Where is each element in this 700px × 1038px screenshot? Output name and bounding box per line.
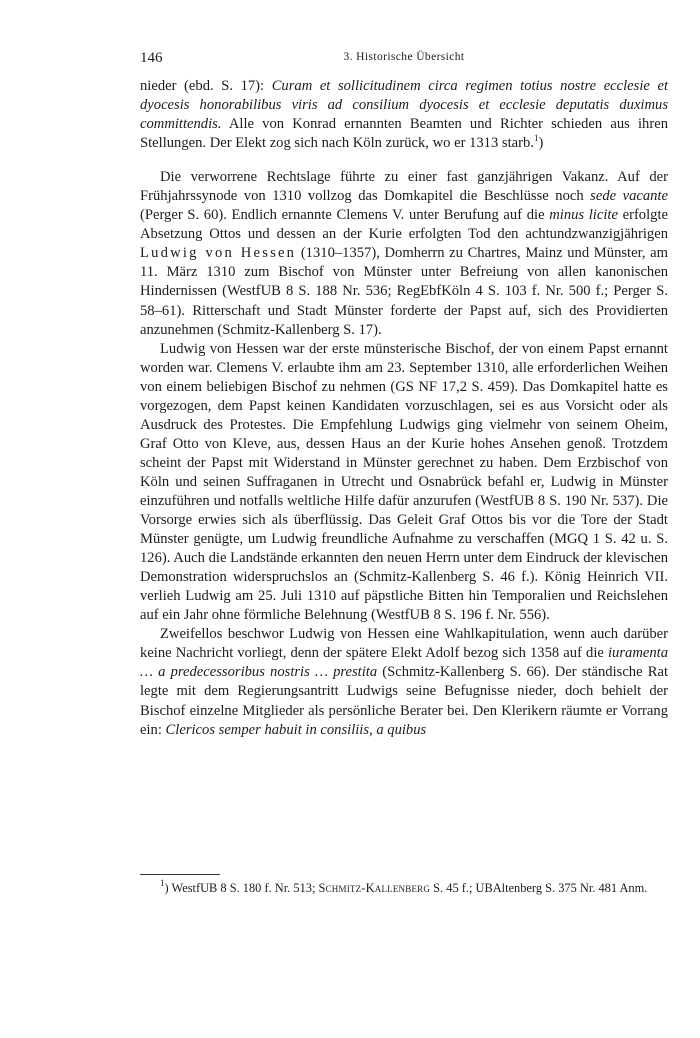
paragraph-2-text-1: Die verworrene Rechtslage führte zu einer fast ganzjährigen Vakanz. Auf der Frühjahrssynode von 1310 vollzog das Domkapitel die Beschlüsse noch [140, 169, 668, 205]
paragraph-1-text-3: ) [538, 135, 544, 152]
paragraph-4 [140, 625, 668, 739]
chapter-title: 3. Historische Übersicht [343, 51, 465, 63]
footnote-reference[interactable]: 1 [533, 133, 539, 144]
latin-term-sede-vacante: sede vacante [590, 188, 668, 205]
paragraph-1-text-1: nieder (ebd. S. 17): [140, 78, 272, 94]
footnote-separator [140, 874, 220, 875]
footnote-text-2: S. 45 f.; UBAltenberg S. 375 Nr. 481 Anm. [430, 881, 648, 895]
body-text [140, 77, 668, 740]
latin-term-minus-licite: minus licite [549, 207, 618, 224]
footnote-text-1: ) WestfUB 8 S. 180 f. Nr. 513; [164, 881, 319, 895]
latin-quote-iuramenta: iuramenta … a predecessoribus nostris … prestita [140, 645, 668, 681]
latin-quote-clericos: Clericos semper habuit in consiliis, a quibus [165, 721, 427, 738]
paragraph-2-text-2: (Perger S. 60). Endlich ernannte Clemens V. unter Berufung auf die [140, 207, 550, 224]
footnote [140, 880, 668, 898]
running-head [140, 50, 668, 70]
paragraph-1-text-2: Alle von Konrad ernannten Beamten und Richter schieden aus ihren Stellungen. Der Elekt zog sich nach Köln zurück, wo er 1313 starb. [140, 116, 668, 152]
paragraph-3-text-1: Ludwig von Hessen war der erste münsterische Bischof, der von einem Papst ernannt worden war. Clemens V. erlaubte ihm am 23. September 1310, alle erforderlichen Weihen von einem beliebigen Bischof zu nehmen (GS NF 17,2 S. 459). Das Domkapitel hatte es vorgezogen, dem Papst keinen Kandidaten vorzuschlagen, sei es aus Vorsicht oder als Ausdruck des Protestes. Die Empfehlung Ludwigs ging vielmehr von seinem Oheim, Graf Otto von Kleve, aus, dessen Haus an der Kurie hohes Ansehen genoß. Trotzdem scheint der Papst mit Widerstand in Münster gerechnet zu haben. Dem Erzbischof von Köln und seinen Suffraganen in Utrecht und Osnabrück befahl er, Ludwig in Münster einzuführen und notfalls weltliche Hilfe dafür anzurufen (WestfUB 8 S. 190 Nr. 537). Die Vorsorge erwies sich als überflüssig. Das Geleit Graf Ottos bis vor die Tore der Stadt Münster genügte, um Ludwig freundliche Aufnahme zu verschaffen (MGQ 1 S. 42 u. S. 126). Auch die Landstände erkannten den neuen Herrn unter dem Eindruck der klevischen Demonstration widerspruchslos an (Schmitz-Kallenberg S. 46 f.). König Heinrich VII. verlieh Ludwig am 25. Juli 1310 auf päpstliche Bitten hin Temporalien und Reichslehen auf ein Jahr ohne förmliche Belehnung (WestfUB 8 S. 196 f. Nr. 556). [140, 340, 668, 624]
footnote-1 [140, 880, 668, 898]
person-name-spaced: Ludwig von Hessen [140, 245, 297, 262]
page-number: 146 [140, 50, 163, 66]
paragraph-2-text-4: (1310–1357), Domherrn zu Chartres, Mainz und Münster, am 11. März 1310 zum Bischof von Münster unter Befreiung von allen kanonischen Hindernissen (WestfUB 8 S. 188 Nr. 536; RegEbfKöln 4 S. 103 f. Nr. 500 f.; Perger S. 58–61). Ritterschaft und Stadt Münster forderte der Papst auf, sich des Providierten anzunehmen (Schmitz-Kallenberg S. 17). [140, 245, 668, 338]
paragraph-4-text-1: Zweifellos beschwor Ludwig von Hessen eine Wahlkapitulation, wenn auch darüber keine Nachricht vorliegt, denn der spätere Elekt Adolf bezog sich 1358 auf die [140, 626, 668, 662]
paragraph-1 [140, 77, 668, 153]
paragraph-3 [140, 340, 668, 626]
paragraph-2-text-3: erfolgte Absetzung Ottos und dessen an der Kurie erfolgten Tod den achtundzwanzigjährigen [140, 207, 668, 243]
footnote-author-smallcaps: Schmitz-Kallenberg [318, 881, 431, 895]
footnote-marker: 1 [160, 878, 165, 888]
paragraph-4-text-2: (Schmitz-Kallenberg S. 66). Der ständische Rat legte mit dem Regierungsantritt Ludwigs seine Befugnisse nieder, doch behielt der Bischof einzelne Mitglieder als persönliche Berater bei. Den Klerikern räumte er Vorrang ein: [140, 664, 668, 738]
latin-quote-1: Curam et sollicitudinem circa regimen totius nostre ecclesie et dyocesis honorabilibus viris ad consilium dyocesis et ecclesie deputatis duximus committendis. [140, 78, 668, 133]
paragraph-2 [140, 168, 668, 339]
